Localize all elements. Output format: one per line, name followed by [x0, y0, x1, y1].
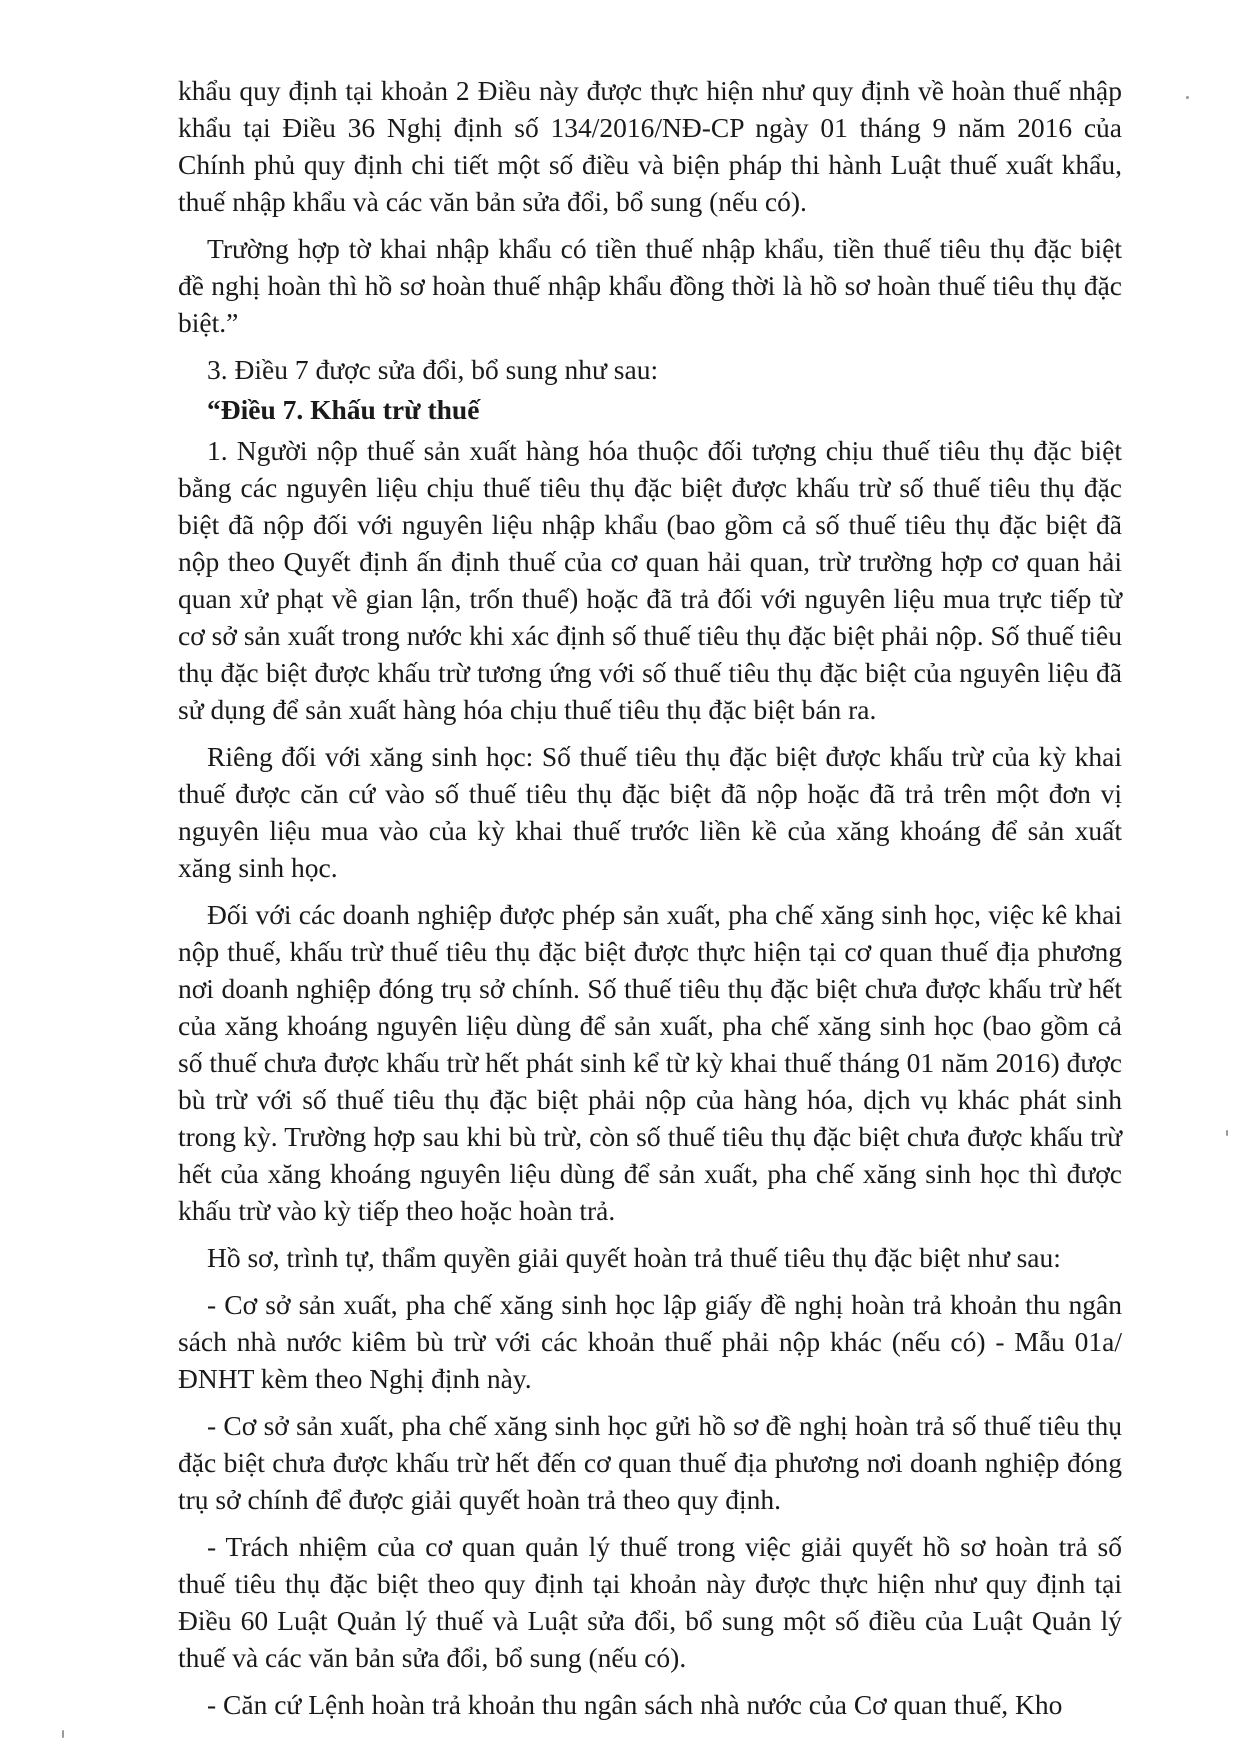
- article-heading: “Điều 7. Khấu trừ thuế: [207, 394, 480, 425]
- paragraph-6: Đối với các doanh nghiệp được phép sản xuất, pha chế xăng sinh học, việc kê khai nộp thuế, khấu trừ thuế tiêu thụ đặc biệt được thực hiện tại cơ quan thuế địa phương nơi doanh nghiệp đóng trụ sở chính. Số thuế tiêu thụ đặc biệt chưa được khấu trừ hết của xăng khoáng nguyên liệu dùng để sản xuất, pha chế xăng sinh học (bao gồm cả số thuế chưa được khấu trừ hết phát sinh kể từ kỳ khai thuế tháng 01 năm 2016) được bù trừ với số thuế tiêu thụ đặc biệt phải nộp của hàng hóa, dịch vụ khác phát sinh trong kỳ. Trường hợp sau khi bù trừ, còn số thuế tiêu thụ đặc biệt chưa được khấu trừ hết của xăng khoáng nguyên liệu dùng để sản xuất, pha chế xăng sinh học thì được khấu trừ vào kỳ tiếp theo hoặc hoàn trả.: [178, 899, 1122, 1226]
- paragraph-3: 3. Điều 7 được sửa đổi, bổ sung như sau:: [207, 354, 659, 385]
- paragraph-7: Hồ sơ, trình tự, thẩm quyền giải quyết hoàn trả thuế tiêu thụ đặc biệt như sau:: [207, 1242, 1061, 1273]
- paragraph-11: - Căn cứ Lệnh hoàn trả khoản thu ngân sách nhà nước của Cơ quan thuế, Kho: [207, 1689, 1063, 1720]
- paragraph-5: Riêng đối với xăng sinh học: Số thuế tiêu thụ đặc biệt được khấu trừ của kỳ khai thuế được căn cứ vào số thuế tiêu thụ đặc biệt đã nộp hoặc đã trả trên một đơn vị nguyên liệu mua vào của kỳ khai thuế trước liền kề của xăng khoáng để sản xuất xăng sinh học.: [178, 741, 1122, 883]
- paragraph-2: Trường hợp tờ khai nhập khẩu có tiền thuế nhập khẩu, tiền thuế tiêu thụ đặc biệt đề nghị hoàn thì hồ sơ hoàn thuế nhập khẩu đồng thời là hồ sơ hoàn thuế tiêu thụ đặc biệt.”: [178, 233, 1122, 338]
- paragraph-9: - Cơ sở sản xuất, pha chế xăng sinh học gửi hồ sơ đề nghị hoàn trả số thuế tiêu thụ đặc biệt chưa được khấu trừ hết đến cơ quan thuế địa phương nơi doanh nghiệp đóng trụ sở chính để được giải quyết hoàn trả theo quy định.: [178, 1410, 1122, 1515]
- paragraph-1: khẩu quy định tại khoản 2 Điều này được thực hiện như quy định về hoàn thuế nhập khẩu tại Điều 36 Nghị định số 134/2016/NĐ-CP ngày 01 tháng 9 năm 2016 của Chính phủ quy định chi tiết một số điều và biện pháp thi hành Luật thuế xuất khẩu, thuế nhập khẩu và các văn bản sửa đổi, bổ sung (nếu có).: [178, 75, 1122, 217]
- document-page: [178, 72, 1122, 1733]
- scan-speck: [1186, 96, 1189, 99]
- paragraph-4: 1. Người nộp thuế sản xuất hàng hóa thuộc đối tượng chịu thuế tiêu thụ đặc biệt bằng các nguyên liệu chịu thuế tiêu thụ đặc biệt được khấu trừ số thuế tiêu thụ đặc biệt đã nộp đối với nguyên liệu nhập khẩu (bao gồm cả số thuế tiêu thụ đặc biệt đã nộp theo Quyết định ấn định thuế của cơ quan hải quan, trừ trường hợp cơ quan hải quan xử phạt về gian lận, trốn thuế) hoặc đã trả đối với nguyên liệu mua trực tiếp từ cơ sở sản xuất trong nước khi xác định số thuế tiêu thụ đặc biệt phải nộp. Số thuế tiêu thụ đặc biệt được khấu trừ tương ứng với số thuế tiêu thụ đặc biệt của nguyên liệu đã sử dụng để sản xuất hàng hóa chịu thuế tiêu thụ đặc biệt bán ra.: [178, 435, 1122, 725]
- paragraph-10: - Trách nhiệm của cơ quan quản lý thuế trong việc giải quyết hồ sơ hoàn trả số thuế tiêu thụ đặc biệt theo quy định tại khoản này được thực hiện như quy định tại Điều 60 Luật Quản lý thuế và Luật sửa đổi, bổ sung một số điều của Luật Quản lý thuế và các văn bản sửa đổi, bổ sung (nếu có).: [178, 1531, 1122, 1673]
- scan-speck: [1226, 1130, 1228, 1136]
- paragraph-8: - Cơ sở sản xuất, pha chế xăng sinh học lập giấy đề nghị hoàn trả khoản thu ngân sách nhà nước kiêm bù trừ với các khoản thuế phải nộp khác (nếu có) - Mẫu 01a/ĐNHT kèm theo Nghị định này.: [178, 1289, 1122, 1394]
- scan-speck: [62, 1730, 64, 1738]
